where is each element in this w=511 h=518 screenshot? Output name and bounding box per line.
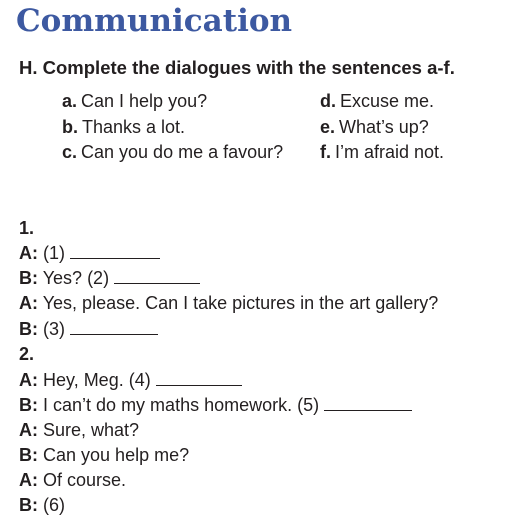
option-text: Excuse me. bbox=[340, 91, 435, 111]
line-text: Sure, what? bbox=[43, 420, 140, 440]
speaker-label: A: bbox=[19, 470, 38, 490]
option-letter: f. bbox=[320, 142, 331, 162]
answer-blank-1[interactable] bbox=[70, 242, 160, 259]
line-text: Hey, Meg. (4) bbox=[43, 370, 151, 390]
section-title: Communication bbox=[16, 3, 293, 39]
dialogue-line bbox=[19, 368, 242, 393]
line-text: (1) bbox=[43, 243, 66, 263]
line-text: Yes? (2) bbox=[42, 268, 110, 288]
option-b bbox=[62, 115, 185, 140]
option-letter: a. bbox=[62, 91, 78, 111]
dialogue-line bbox=[19, 468, 126, 493]
line-text: Can you help me? bbox=[43, 445, 190, 465]
option-text: Thanks a lot. bbox=[82, 117, 186, 137]
speaker-label: A: bbox=[19, 370, 38, 390]
line-text: I can’t do my maths homework. (5) bbox=[43, 395, 320, 415]
speaker-label: B: bbox=[19, 268, 38, 288]
option-text: Can you do me a favour? bbox=[81, 142, 284, 162]
speaker-label: A: bbox=[19, 243, 38, 263]
dialogue-line bbox=[19, 393, 412, 418]
option-d bbox=[320, 89, 434, 114]
line-text: (6) bbox=[43, 495, 66, 515]
answer-blank-4[interactable] bbox=[156, 369, 242, 386]
option-f bbox=[320, 140, 444, 165]
speaker-label: B: bbox=[19, 495, 38, 515]
speaker-label: B: bbox=[19, 445, 38, 465]
option-letter: e. bbox=[320, 117, 336, 137]
option-text: Can I help you? bbox=[81, 91, 208, 111]
option-letter: c. bbox=[62, 142, 78, 162]
dialogue-line bbox=[19, 291, 438, 316]
speaker-label: A: bbox=[19, 420, 38, 440]
speaker-label: A: bbox=[19, 293, 38, 313]
option-c bbox=[62, 140, 284, 165]
answer-blank-2[interactable] bbox=[114, 267, 200, 284]
line-text: Of course. bbox=[43, 470, 127, 490]
exercise-instruction: H. Complete the dialogues with the sentences a-f. bbox=[19, 57, 455, 78]
option-e bbox=[320, 115, 429, 140]
speaker-label: B: bbox=[19, 395, 38, 415]
dialogue-line bbox=[19, 443, 189, 468]
dialogue-2-number: 2. bbox=[19, 344, 35, 364]
dialogue-line bbox=[19, 241, 160, 266]
dialogue-line bbox=[19, 418, 139, 443]
option-letter: b. bbox=[62, 117, 78, 137]
dialogue-1-number: 1. bbox=[19, 218, 35, 238]
option-text: I’m afraid not. bbox=[335, 142, 445, 162]
dialogue-line bbox=[19, 266, 200, 291]
answer-blank-3[interactable] bbox=[70, 318, 158, 335]
speaker-label: B: bbox=[19, 319, 38, 339]
option-text: What’s up? bbox=[339, 117, 429, 137]
answer-blank-5[interactable] bbox=[324, 394, 412, 411]
option-letter: d. bbox=[320, 91, 336, 111]
line-text: Yes, please. Can I take pictures in the art gallery? bbox=[42, 293, 439, 313]
dialogue-line bbox=[19, 493, 65, 518]
dialogue-line bbox=[19, 317, 158, 342]
option-a bbox=[62, 89, 207, 114]
line-text: (3) bbox=[43, 319, 66, 339]
